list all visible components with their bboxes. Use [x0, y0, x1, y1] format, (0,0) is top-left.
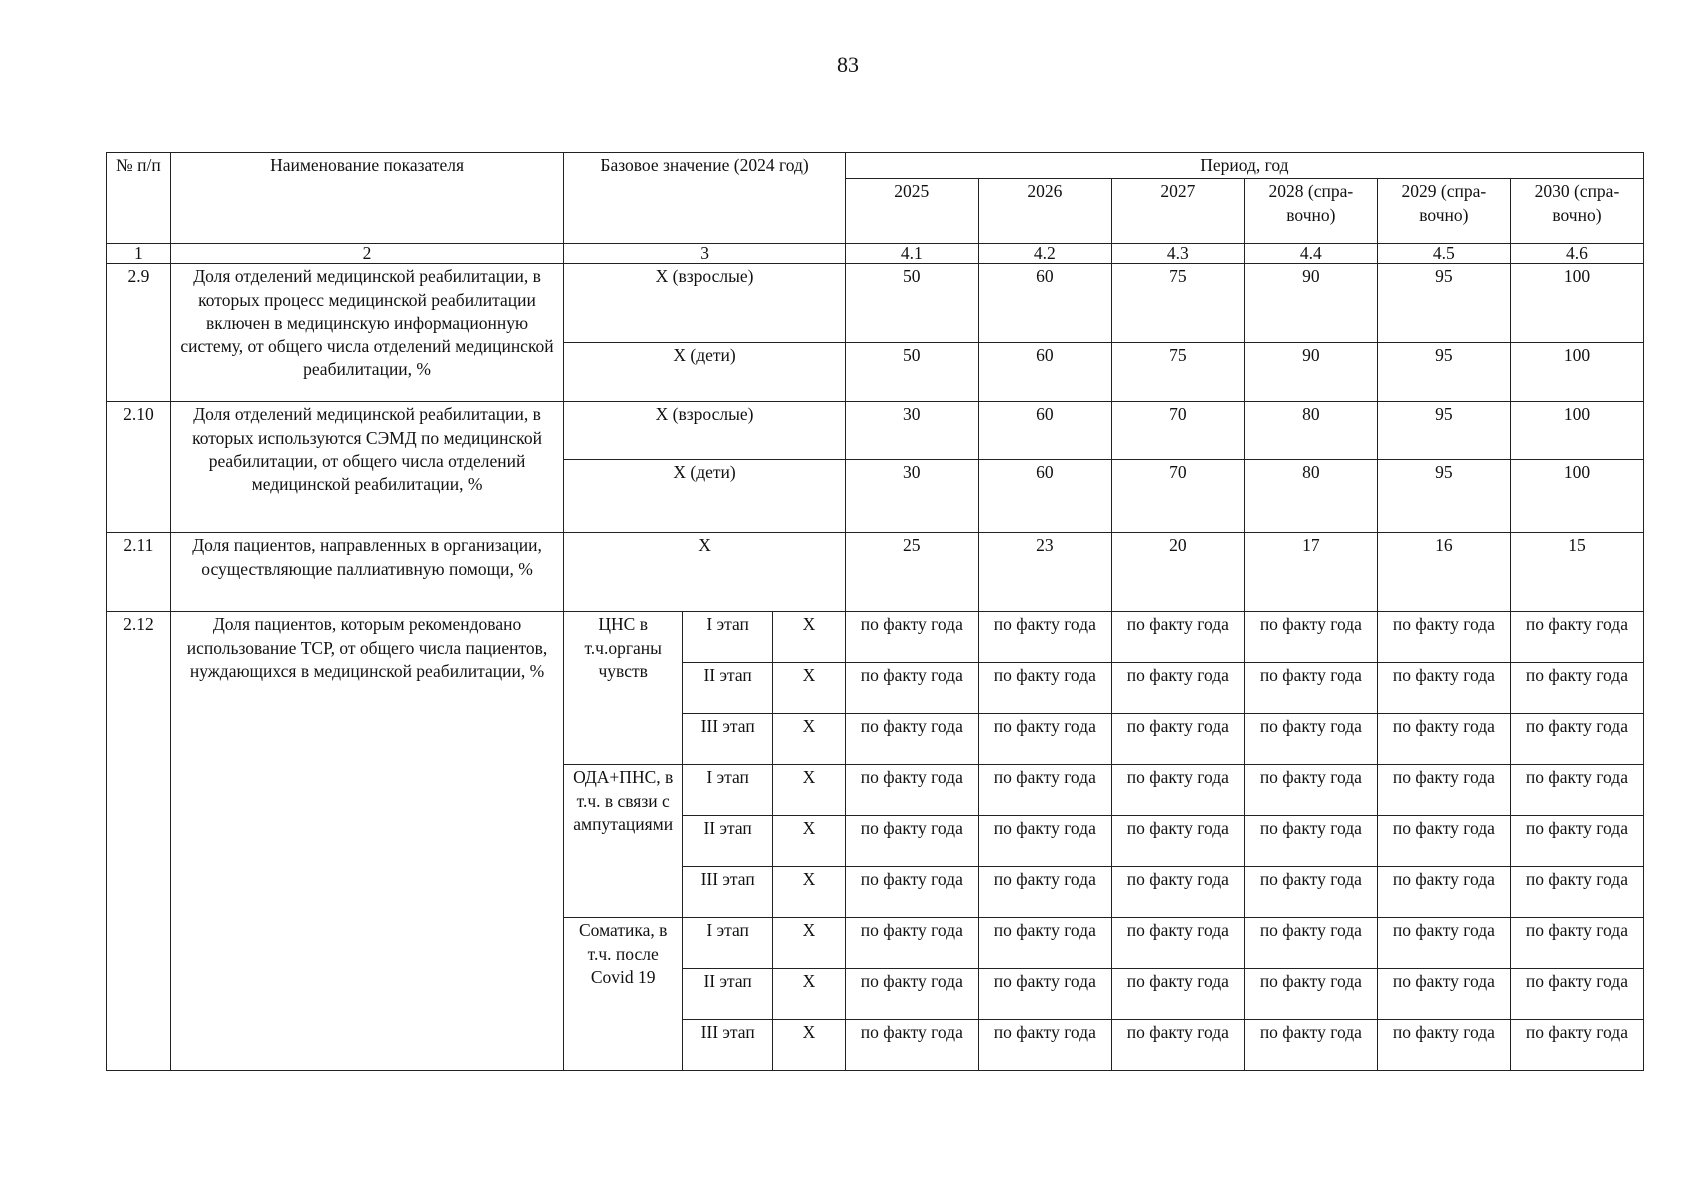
mark-cell: Х — [773, 714, 846, 765]
column-number: 4.1 — [845, 244, 978, 264]
value-cell: по факту года — [1111, 969, 1244, 1020]
header-year: 2026 — [978, 179, 1111, 244]
row-number: 2.10 — [107, 402, 171, 533]
header-year: 2027 — [1111, 179, 1244, 244]
value-cell: по факту года — [1244, 1020, 1377, 1071]
value-cell: по факту года — [978, 816, 1111, 867]
value-cell: 75 — [1111, 343, 1244, 402]
value-cell: по факту года — [1111, 612, 1244, 663]
value-cell: 70 — [1111, 460, 1244, 533]
value-cell: по факту года — [1377, 714, 1510, 765]
page-number: 83 — [837, 52, 859, 77]
table-row — [107, 264, 1644, 343]
stage-label: II этап — [683, 663, 773, 714]
value-cell: по факту года — [1377, 969, 1510, 1020]
value-cell: 15 — [1510, 533, 1643, 612]
value-cell: по факту года — [1111, 1020, 1244, 1071]
mark-cell: Х — [773, 612, 846, 663]
value-cell: по факту года — [1244, 612, 1377, 663]
table-row — [107, 402, 1644, 460]
mark-cell: Х — [773, 918, 846, 969]
value-cell: 30 — [845, 402, 978, 460]
value-cell: 20 — [1111, 533, 1244, 612]
value-cell: по факту года — [1244, 867, 1377, 918]
value-cell: по факту года — [1111, 918, 1244, 969]
value-cell: по факту года — [1111, 663, 1244, 714]
indicator-name: Доля отделений медицинской реабилитации, в которых процесс медицинской реабилитации включен в медицинскую информационную систему, от общего числа отделений медицинской реабилитации, % — [170, 264, 564, 402]
column-number: 4.5 — [1377, 244, 1510, 264]
value-cell: 95 — [1377, 343, 1510, 402]
stage-label: I этап — [683, 765, 773, 816]
value-cell: 60 — [978, 460, 1111, 533]
value-cell: по факту года — [978, 918, 1111, 969]
base-value: Х (взрослые) — [564, 264, 845, 343]
value-cell: по факту года — [1377, 816, 1510, 867]
column-number: 4.4 — [1244, 244, 1377, 264]
value-cell: 100 — [1510, 460, 1643, 533]
value-cell: по факту года — [845, 918, 978, 969]
value-cell: по факту года — [1111, 765, 1244, 816]
group-label: Соматика, в т.ч. после Covid 19 — [564, 918, 683, 1071]
stage-label: II этап — [683, 969, 773, 1020]
value-cell: 75 — [1111, 264, 1244, 343]
stage-label: II этап — [683, 816, 773, 867]
value-cell: по факту года — [1244, 663, 1377, 714]
header-name: Наименование показателя — [170, 153, 564, 244]
value-cell: 95 — [1377, 460, 1510, 533]
mark-cell: Х — [773, 663, 846, 714]
mark-cell: Х — [773, 816, 846, 867]
value-cell: 17 — [1244, 533, 1377, 612]
value-cell: по факту года — [1377, 918, 1510, 969]
value-cell: 70 — [1111, 402, 1244, 460]
value-cell: по факту года — [845, 612, 978, 663]
value-cell: по факту года — [845, 1020, 978, 1071]
column-number: 2 — [170, 244, 564, 264]
value-cell: по факту года — [1111, 714, 1244, 765]
value-cell: по факту года — [1510, 714, 1643, 765]
indicators-table — [106, 152, 1644, 1071]
value-cell: 23 — [978, 533, 1111, 612]
value-cell: по факту года — [1377, 612, 1510, 663]
column-number: 4.3 — [1111, 244, 1244, 264]
value-cell: 60 — [978, 264, 1111, 343]
value-cell: по факту года — [845, 969, 978, 1020]
value-cell: по факту года — [1244, 816, 1377, 867]
value-cell: 100 — [1510, 402, 1643, 460]
mark-cell: Х — [773, 765, 846, 816]
mark-cell: Х — [773, 1020, 846, 1071]
header-year: 2029 (спра-вочно) — [1377, 179, 1510, 244]
row-number: 2.12 — [107, 612, 171, 1071]
value-cell: 30 — [845, 460, 978, 533]
value-cell: по факту года — [1510, 918, 1643, 969]
value-cell: по факту года — [978, 969, 1111, 1020]
value-cell: по факту года — [978, 612, 1111, 663]
value-cell: по факту года — [845, 714, 978, 765]
value-cell: по факту года — [1244, 714, 1377, 765]
mark-cell: Х — [773, 867, 846, 918]
value-cell: по факту года — [978, 765, 1111, 816]
group-label: ЦНС в т.ч.органы чувств — [564, 612, 683, 765]
stage-label: I этап — [683, 612, 773, 663]
value-cell: 50 — [845, 264, 978, 343]
header-base: Базовое значение (2024 год) — [564, 153, 845, 244]
value-cell: по факту года — [845, 663, 978, 714]
indicator-name: Доля пациентов, направленных в организации, осуществляющие паллиативную помощи, % — [170, 533, 564, 612]
table-row — [107, 612, 1644, 663]
header-row — [107, 153, 1644, 179]
stage-label: III этап — [683, 867, 773, 918]
column-numbers-row — [107, 244, 1644, 264]
value-cell: по факту года — [1111, 867, 1244, 918]
value-cell: по факту года — [1377, 1020, 1510, 1071]
value-cell: 80 — [1244, 402, 1377, 460]
stage-label: III этап — [683, 714, 773, 765]
header-period: Период, год — [845, 153, 1643, 179]
value-cell: по факту года — [1244, 918, 1377, 969]
base-value: Х (дети) — [564, 343, 845, 402]
row-number: 2.11 — [107, 533, 171, 612]
value-cell: по факту года — [845, 867, 978, 918]
value-cell: 25 — [845, 533, 978, 612]
value-cell: 50 — [845, 343, 978, 402]
column-number: 4.2 — [978, 244, 1111, 264]
value-cell: по факту года — [1510, 765, 1643, 816]
value-cell: 100 — [1510, 343, 1643, 402]
mark-cell: Х — [773, 969, 846, 1020]
stage-label: I этап — [683, 918, 773, 969]
value-cell: по факту года — [1111, 816, 1244, 867]
base-value: Х (взрослые) — [564, 402, 845, 460]
column-number: 4.6 — [1510, 244, 1643, 264]
value-cell: по факту года — [845, 765, 978, 816]
value-cell: 80 — [1244, 460, 1377, 533]
indicator-name: Доля отделений медицинской реабилитации, в которых используются СЭМД по медицинской реабилитации, от общего числа отделений медицинской реабилитации, % — [170, 402, 564, 533]
base-value: Х — [564, 533, 845, 612]
header-num: № п/п — [107, 153, 171, 244]
value-cell: по факту года — [978, 867, 1111, 918]
column-number: 3 — [564, 244, 845, 264]
indicator-name: Доля пациентов, которым рекомендовано использование ТСР, от общего числа пациентов, нуждающихся в медицинской реабилитации, % — [170, 612, 564, 1071]
group-label: ОДА+ПНС, в т.ч. в связи с ампутациями — [564, 765, 683, 918]
value-cell: 95 — [1377, 264, 1510, 343]
header-year: 2025 — [845, 179, 978, 244]
value-cell: 90 — [1244, 343, 1377, 402]
value-cell: по факту года — [1510, 663, 1643, 714]
value-cell: по факту года — [1510, 969, 1643, 1020]
value-cell: по факту года — [978, 663, 1111, 714]
value-cell: по факту года — [1377, 663, 1510, 714]
value-cell: 60 — [978, 402, 1111, 460]
base-value: Х (дети) — [564, 460, 845, 533]
value-cell: 100 — [1510, 264, 1643, 343]
value-cell: по факту года — [1510, 612, 1643, 663]
header-year: 2028 (спра-вочно) — [1244, 179, 1377, 244]
value-cell: по факту года — [1510, 867, 1643, 918]
value-cell: 16 — [1377, 533, 1510, 612]
value-cell: по факту года — [978, 714, 1111, 765]
value-cell: 90 — [1244, 264, 1377, 343]
value-cell: по факту года — [1377, 765, 1510, 816]
value-cell: 95 — [1377, 402, 1510, 460]
header-year: 2030 (спра-вочно) — [1510, 179, 1643, 244]
column-number: 1 — [107, 244, 171, 264]
value-cell: по факту года — [1510, 816, 1643, 867]
value-cell: по факту года — [1377, 867, 1510, 918]
row-number: 2.9 — [107, 264, 171, 402]
stage-label: III этап — [683, 1020, 773, 1071]
value-cell: по факту года — [1244, 765, 1377, 816]
value-cell: по факту года — [845, 816, 978, 867]
table-row — [107, 533, 1644, 612]
value-cell: по факту года — [1510, 1020, 1643, 1071]
value-cell: по факту года — [978, 1020, 1111, 1071]
value-cell: 60 — [978, 343, 1111, 402]
value-cell: по факту года — [1244, 969, 1377, 1020]
